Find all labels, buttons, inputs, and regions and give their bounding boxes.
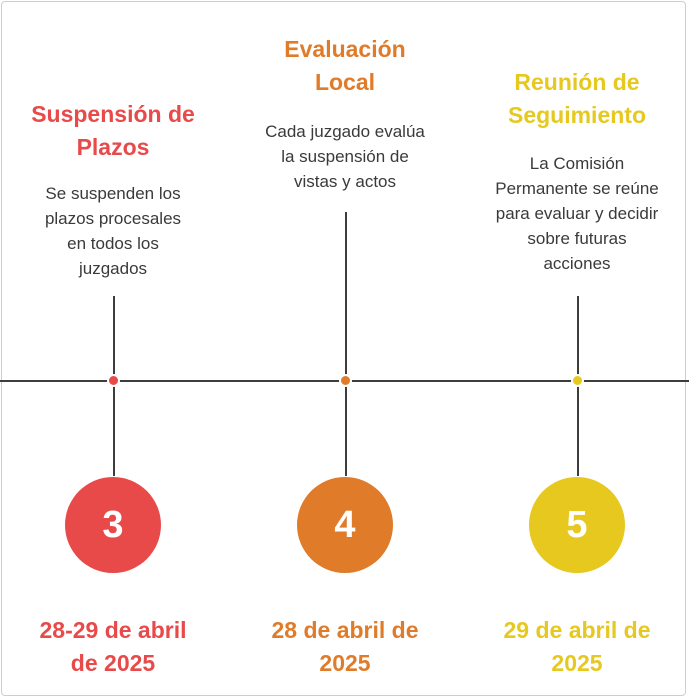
event-3-title-line2: Plazos bbox=[76, 134, 150, 160]
event-3-stem-top bbox=[113, 296, 115, 380]
event-3-title-line1: Suspensión de bbox=[31, 101, 195, 127]
event-4-title bbox=[232, 33, 458, 99]
event-4-desc-line: vistas y actos bbox=[293, 172, 397, 191]
event-3-stem-bottom bbox=[113, 381, 115, 476]
event-5-stem-top bbox=[577, 296, 579, 380]
event-3-desc-line: en todos los bbox=[67, 234, 159, 253]
event-3-description bbox=[0, 181, 226, 281]
event-5-stem-bottom bbox=[577, 381, 579, 476]
event-5-desc-line: La Comisión bbox=[529, 154, 625, 173]
event-4-description bbox=[232, 119, 458, 194]
event-3-desc-line: Se suspenden los bbox=[45, 184, 181, 203]
event-5-axis-marker bbox=[571, 374, 584, 387]
event-5-date-line1: 29 de abril de bbox=[503, 617, 651, 643]
event-4-title-line1: Evaluación bbox=[284, 36, 406, 62]
event-5-title bbox=[464, 66, 689, 132]
event-5-desc-line: Permanente se reúne bbox=[495, 179, 659, 198]
event-5-title-line2: Seguimiento bbox=[507, 102, 646, 128]
event-4-number-badge bbox=[297, 477, 393, 573]
event-4-date bbox=[232, 614, 458, 680]
event-4-axis-marker bbox=[339, 374, 352, 387]
event-4-stem-bottom bbox=[345, 381, 347, 476]
event-5-desc-line: sobre futuras bbox=[527, 229, 627, 248]
event-3-title bbox=[0, 98, 226, 164]
event-5-number: 5 bbox=[566, 503, 588, 546]
event-3-date-line2: de 2025 bbox=[70, 650, 156, 676]
event-5-date bbox=[464, 614, 689, 680]
event-5-desc-line: acciones bbox=[543, 254, 611, 273]
event-4-title-line2: Local bbox=[314, 69, 376, 95]
event-3-number: 3 bbox=[102, 503, 124, 546]
event-4-date-line1: 28 de abril de bbox=[271, 617, 419, 643]
event-5-date-line2: 2025 bbox=[551, 650, 603, 676]
event-4-date-line2: 2025 bbox=[319, 650, 371, 676]
event-4-desc-line: la suspensión de bbox=[281, 147, 409, 166]
event-4-desc-line: Cada juzgado evalúa bbox=[265, 122, 425, 141]
event-3-desc-line: juzgados bbox=[78, 259, 148, 278]
event-3-date-line1: 28-29 de abril bbox=[39, 617, 187, 643]
event-5-title-line1: Reunión de bbox=[514, 69, 640, 95]
event-4-number: 4 bbox=[334, 503, 356, 546]
event-5-number-badge bbox=[529, 477, 625, 573]
event-3-number-badge bbox=[65, 477, 161, 573]
event-3-desc-line: plazos procesales bbox=[44, 209, 182, 228]
event-3-date bbox=[0, 614, 226, 680]
event-4-stem-top bbox=[345, 212, 347, 380]
event-3-axis-marker bbox=[107, 374, 120, 387]
event-5-description bbox=[464, 151, 689, 276]
event-5-desc-line: para evaluar y decidir bbox=[495, 204, 659, 223]
